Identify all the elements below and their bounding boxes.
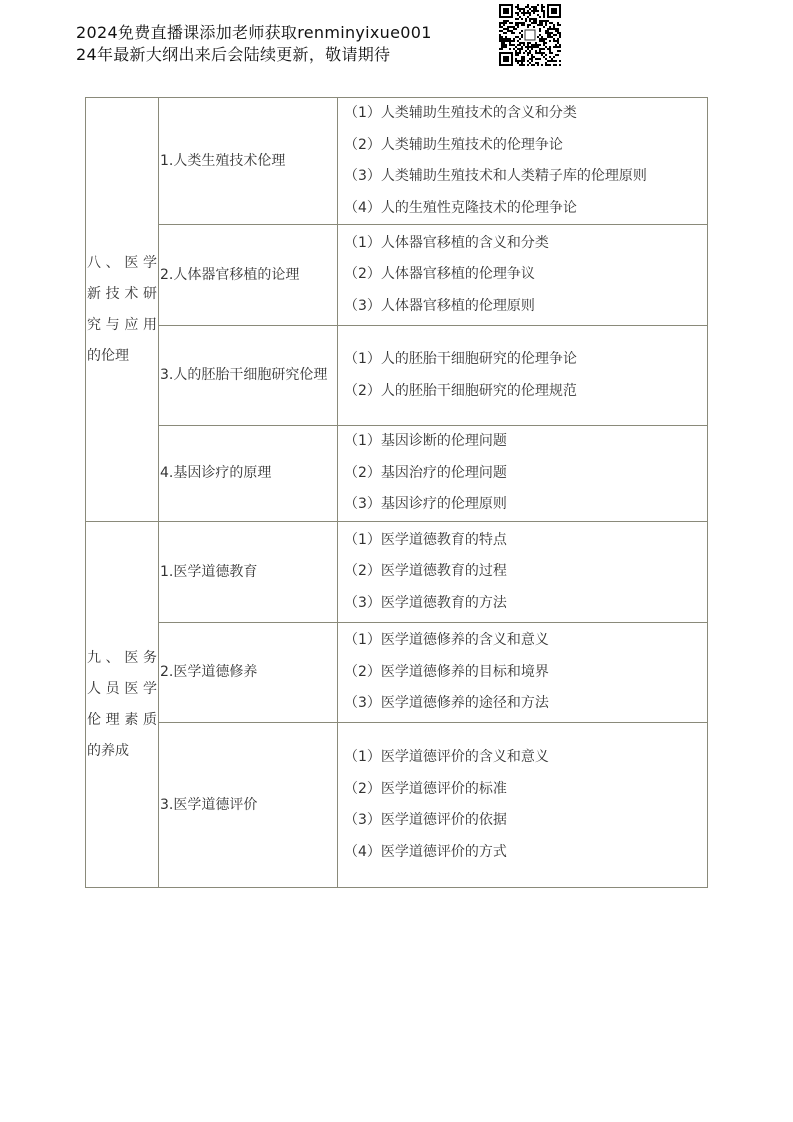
list-item: （1）基因诊断的伦理问题 (344, 433, 507, 450)
qr-code-image[interactable] (497, 2, 563, 68)
topic-cell (159, 326, 338, 426)
list-item: （3）基因诊疗的伦理原则 (344, 496, 507, 513)
topic-title: 3.人的胚胎干细胞研究伦理 (160, 367, 328, 383)
list-item: （2）基因治疗的伦理问题 (344, 464, 507, 481)
points-cell (338, 522, 708, 623)
points-cell (338, 326, 708, 426)
topic-title: 2.医学道德修养 (160, 664, 258, 680)
chapter-title-line: 的养成 (87, 742, 129, 759)
topic-cell (159, 225, 338, 326)
chapter-cell (86, 522, 159, 888)
list-item: （1）医学道德教育的特点 (344, 531, 507, 548)
topic-cell (159, 623, 338, 723)
list-item: （3）人体器官移植的伦理原则 (344, 297, 535, 314)
points-cell (338, 623, 708, 723)
chapter-title-line: 的伦理 (87, 347, 129, 364)
chapter-title-line: 八、医学 (87, 254, 157, 271)
topic-title: 4.基因诊疗的原理 (160, 465, 272, 481)
chapter-title-line: 人员医学 (87, 680, 157, 697)
table-row (86, 426, 708, 522)
list-item: （2）人体器官移植的伦理争议 (344, 266, 535, 283)
topic-cell (159, 522, 338, 623)
topic-title: 3.医学道德评价 (160, 796, 258, 813)
list-item: （3）医学道德评价的依据 (344, 812, 507, 828)
points-cell (338, 426, 708, 522)
list-item: （1）人体器官移植的含义和分类 (344, 234, 549, 251)
chapter-title-line: 究与应用 (87, 316, 157, 333)
list-item: （2）人类辅助生殖技术的伦理争论 (344, 136, 563, 153)
list-item: （2）医学道德教育的过程 (344, 563, 507, 580)
chapter-title-line: 伦理素质 (87, 711, 157, 728)
topic-cell (159, 426, 338, 522)
list-item: （2）人的胚胎干细胞研究的伦理规范 (344, 382, 577, 399)
topic-title: 1.医学道德教育 (160, 563, 258, 580)
points-cell (338, 723, 708, 888)
points-cell (338, 225, 708, 326)
list-item: （2）医学道德修养的目标和境界 (344, 663, 549, 680)
topic-cell (159, 723, 338, 888)
topic-cell (159, 98, 338, 225)
list-item: （2）医学道德评价的标准 (344, 780, 507, 797)
list-item: （1）医学道德评价的含义和意义 (344, 749, 549, 765)
table-row (86, 723, 708, 888)
chapter-title-line: 新技术研 (87, 285, 157, 302)
list-item: （1）人的胚胎干细胞研究的伦理争论 (344, 351, 577, 367)
table-row (86, 326, 708, 426)
table-row (86, 522, 708, 623)
list-item: （1）医学道德修养的含义和意义 (344, 632, 549, 649)
topic-title: 1.人类生殖技术伦理 (160, 152, 286, 169)
table-row (86, 98, 708, 225)
table-row (86, 623, 708, 723)
list-item: （3）医学道德教育的方法 (344, 594, 507, 611)
list-item: （3）人类辅助生殖技术和人类精子库的伦理原则 (344, 168, 647, 184)
chapter-title-line: 九、医务 (87, 649, 157, 666)
list-item: （3）医学道德修养的途径和方法 (344, 695, 549, 712)
list-item: （1）人类辅助生殖技术的含义和分类 (344, 105, 577, 121)
topic-title: 2.人体器官移植的论理 (160, 266, 300, 283)
syllabus-table (85, 97, 708, 888)
header-promo-line: 2024免费直播课添加老师获取renminyixue001 (76, 23, 432, 42)
header-update-line: 24年最新大纲出来后会陆续更新，敬请期待 (76, 45, 391, 64)
table-row (86, 225, 708, 326)
chapter-cell (86, 98, 159, 522)
list-item: （4）人的生殖性克隆技术的伦理争论 (344, 199, 577, 216)
points-cell (338, 98, 708, 225)
page-header (76, 22, 486, 66)
list-item: （4）医学道德评价的方式 (344, 843, 507, 860)
